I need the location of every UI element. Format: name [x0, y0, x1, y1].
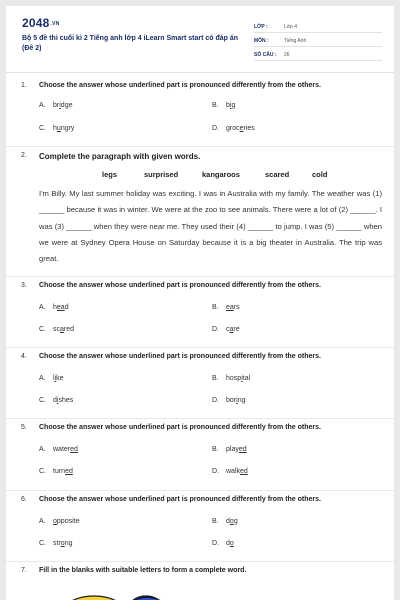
question-divider	[6, 418, 394, 419]
question-divider	[6, 490, 394, 491]
option-c[interactable]: C. strong	[39, 540, 73, 547]
option-a[interactable]: A. like	[39, 375, 64, 382]
question-number: 6.	[21, 496, 27, 503]
site-logo[interactable]: 2048.VN	[22, 16, 60, 30]
question-divider	[6, 146, 394, 147]
option-b[interactable]: B. played	[212, 446, 247, 453]
option-b[interactable]: B. ears	[212, 304, 240, 311]
word-bank-item: legs	[102, 170, 118, 179]
header-divider	[6, 72, 394, 73]
option-b[interactable]: B. hospital	[212, 375, 251, 382]
option-d[interactable]: D. care	[212, 326, 240, 333]
question-number: 3.	[21, 282, 27, 289]
word-bank-item: cold	[312, 170, 328, 179]
document-title: Bộ 5 đề thi cuối kì 2 Tiếng anh lớp 4 iLearn Smart start có đáp án (Đề 2)	[22, 35, 239, 52]
word-bank	[102, 170, 342, 182]
meta-subject: MÔN : Tiếng Anh	[254, 34, 382, 47]
option-b[interactable]: B. dog	[212, 518, 238, 525]
document-header	[6, 6, 394, 72]
option-c[interactable]: C. hungry	[39, 125, 75, 132]
question-stem: Choose the answer whose underlined part is pronounced differently from the others.	[39, 353, 321, 360]
option-c[interactable]: C. turned	[39, 468, 73, 475]
option-c[interactable]: C. scared	[39, 326, 75, 333]
question-stem: Choose the answer whose underlined part is pronounced differently from the others.	[39, 82, 321, 89]
meta-grade: LỚP : Lớp 4	[254, 20, 382, 33]
question-stem: Fill in the blanks with suitable letters to form a complete word.	[39, 567, 247, 574]
question-stem: Choose the answer whose underlined part is pronounced differently from the others.	[39, 496, 321, 503]
question-number: 1.	[21, 82, 27, 89]
option-a[interactable]: A. watered	[39, 446, 78, 453]
worksheet-page	[6, 6, 394, 600]
question-number: 4.	[21, 353, 27, 360]
reading-paragraph: I'm Billy. My last summer holiday was exciting. I was in Australia with my family. The weather was (1) ______ because it was in winter. We were at the zoo to see animals. There were a lot of (2) ______. I was (3) ______ when they were near me. They used their (4) ______ to jump. I was (5) ______ when we were at Sydney Opera House on Saturday because it is a big theater in Australia. The trip was great.	[39, 189, 382, 264]
option-d[interactable]: D. do	[212, 540, 234, 547]
option-a[interactable]: A. opposite	[39, 518, 80, 525]
option-a[interactable]: A. head	[39, 304, 69, 311]
cartoon-illustration	[56, 588, 176, 600]
meta-question-count: SỐ CÂU : 26	[254, 48, 382, 61]
question-divider	[6, 276, 394, 277]
option-c[interactable]: C. dishes	[39, 397, 74, 404]
question-divider	[6, 347, 394, 348]
question-divider	[6, 561, 394, 562]
option-d[interactable]: D. groceries	[212, 125, 255, 132]
question-stem: Choose the answer whose underlined part is pronounced differently from the others.	[39, 424, 321, 431]
word-bank-item: scared	[265, 170, 290, 179]
option-d[interactable]: D. walked	[212, 468, 248, 475]
question-number: 2.	[21, 152, 27, 159]
question-number: 5.	[21, 424, 27, 431]
option-a[interactable]: A. bridge	[39, 102, 73, 109]
option-d[interactable]: D. boring	[212, 397, 246, 404]
word-bank-item: surprised	[144, 170, 179, 179]
question-stem: Complete the paragraph with given words.	[39, 152, 201, 161]
word-bank-item: kangaroos	[202, 170, 240, 179]
option-b[interactable]: B. big	[212, 102, 236, 109]
question-stem: Choose the answer whose underlined part is pronounced differently from the others.	[39, 282, 321, 289]
question-number: 7.	[21, 567, 27, 574]
